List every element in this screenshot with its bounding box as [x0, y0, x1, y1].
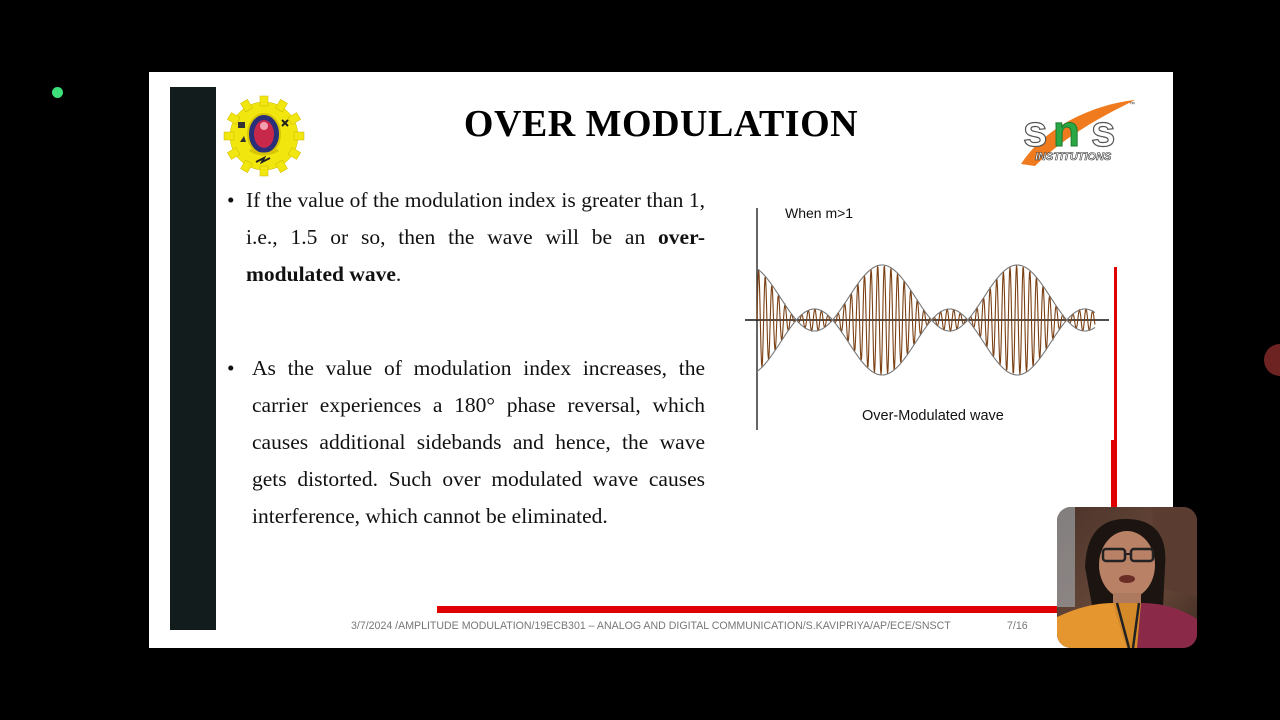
presenter-webcam [1057, 507, 1197, 648]
sns-institutions-logo [1017, 94, 1139, 170]
bullet-list [227, 182, 705, 534]
svg-text:™: ™ [1129, 102, 1135, 108]
red-accent-footer-line [437, 606, 1057, 613]
svg-text:s: s [1023, 107, 1046, 156]
presenter-video-frame [1057, 507, 1197, 648]
bullet-marker: • [227, 188, 235, 212]
svg-text:INSTITUTIONS: INSTITUTIONS [1035, 151, 1112, 163]
slide-page-number: 7/16 [1007, 620, 1028, 632]
bullet-text: If the value of the modulation index is greater than 1, i.e., 1.5 or so, then the wave will be an [246, 188, 705, 249]
bullet-bold-text: over-modulated wave [246, 224, 705, 286]
over-modulated-wave-figure [745, 200, 1115, 435]
slide-footer: 3/7/2024 /AMPLITUDE MODULATION/19ECB301 – ANALOG AND DIGITAL COMMUNICATION/S.KAVIPRIYA/AP/ECE/SNSCT [351, 620, 951, 632]
svg-text:s: s [1091, 107, 1116, 156]
bullet-marker: • [227, 356, 235, 381]
slide-title: OVER MODULATION [463, 103, 859, 145]
edge-indicator [1264, 344, 1280, 376]
figure-caption: Over-Modulated wave [862, 408, 1004, 424]
pointer-indicator [52, 87, 63, 98]
figure-condition-label: When m>1 [785, 205, 854, 221]
red-accent-vertical-bar [1111, 440, 1117, 508]
presentation-slide [149, 72, 1173, 648]
wave-diagram [745, 200, 1115, 435]
bullet-item [227, 350, 705, 534]
bullet-text: As the value of modulation index increases, the carrier experiences a 180° phase reversal, which causes additional sidebands and hence, the wave gets distorted. Such over modulated wave causes interference, which cannot be eliminated. [252, 356, 705, 528]
left-decorative-bar [170, 87, 216, 630]
bullet-item [227, 182, 705, 292]
svg-text:n: n [1053, 107, 1080, 156]
bullet-text-end: . [395, 261, 402, 286]
